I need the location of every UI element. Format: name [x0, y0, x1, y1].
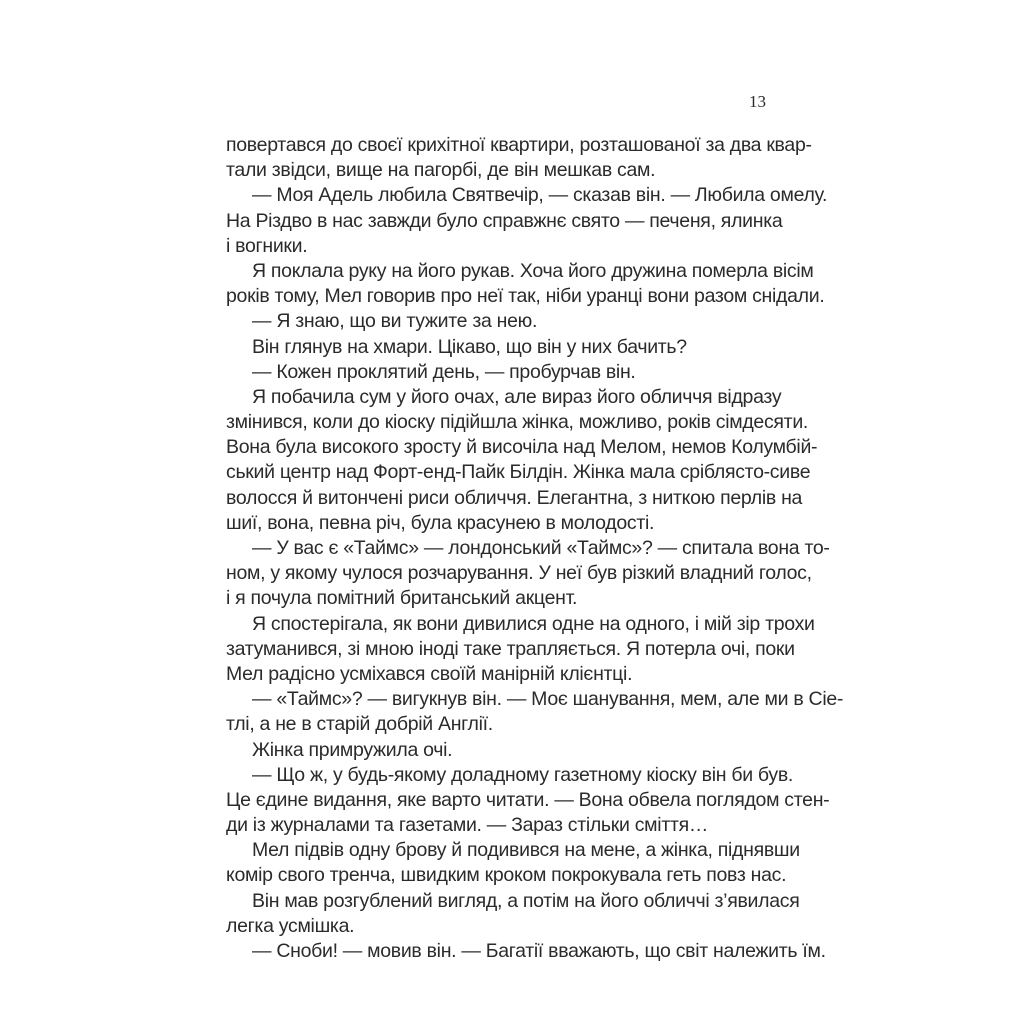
text-line: змінився, коли до кіоску підійшла жінка, можливо, років сімдесяти.: [226, 411, 809, 434]
text-line: — Кожен проклятий день, — пробурчав він.: [252, 360, 636, 383]
text-line: Він мав розгублений вигляд, а потім на його обличчі з’явилася: [252, 889, 800, 912]
text-line: Я побачила сум у його очах, але вираз його обличчя відразу: [252, 385, 782, 408]
text-line: ном, у якому чулося розчарування. У неї був різкий владний голос,: [226, 562, 812, 585]
text-line: легка усмішка.: [226, 914, 355, 937]
text-line: Я спостерігала, як вони дивилися одне на одного, і мій зір трохи: [252, 612, 815, 635]
text-line: затуманився, зі мною іноді таке трапляється. Я потерла очі, поки: [226, 637, 795, 660]
body-text: [226, 133, 844, 964]
text-line: ський центр над Форт-енд-Пайк Білдін. Жінка мала сріблясто-сиве: [226, 461, 811, 484]
text-line: — Я знаю, що ви тужите за нею.: [252, 310, 538, 333]
text-line: — Що ж, у будь-якому доладному газетному кіоску він би був.: [252, 763, 794, 786]
text-line: Вона була високого зросту й височіла над Мелом, немов Колумбій-: [226, 436, 818, 459]
text-line: — «Таймс»? — вигукнув він. — Моє шанування, мем, але ми в Сіе-: [252, 688, 844, 711]
text-line: Він глянув на хмари. Цікаво, що він у них бачить?: [252, 335, 687, 358]
text-line: Я поклала руку на його рукав. Хоча його дружина померла вісім: [252, 259, 814, 282]
text-line: На Різдво в нас завжди було справжнє свято — печеня, ялинка: [226, 209, 783, 232]
text-line: Жінка примружила очі.: [252, 738, 453, 761]
text-line: повертався до своєї крихітної квартири, розташованої за два квар-: [226, 134, 812, 156]
text-line: — У вас є «Таймс» — лондонський «Таймс»? — спитала вона то-: [252, 537, 830, 559]
text-line: Мел підвів одну брову й подивився на мене, а жінка, піднявши: [252, 839, 800, 862]
text-line: і вогники.: [226, 234, 308, 257]
text-line: і я почула помітний британський акцент.: [226, 587, 578, 610]
text-line: років тому, Мел говорив про неї так, ніби уранці вони разом снідали.: [226, 285, 825, 308]
text-line: тали звідси, вище на пагорбі, де він мешкав сам.: [226, 159, 656, 182]
text-line: тлі, а не в старій добрій Англії.: [226, 713, 493, 736]
text-line: волосся й витончені риси обличчя. Елегантна, з ниткою перлів на: [226, 486, 803, 509]
text-line: Мел радісно усміхався своїй манірній клієнтці.: [226, 662, 633, 685]
text-line: — Моя Адель любила Святвечір, — сказав він. — Любила омелу.: [252, 184, 828, 207]
text-line: комір свого тренча, швидким кроком покрокувала геть повз нас.: [226, 864, 787, 887]
text-line: Це єдине видання, яке варто читати. — Вона обвела поглядом стен-: [226, 788, 830, 811]
text-line: ди із журналами та газетами. — Зараз стільки сміття…: [226, 814, 709, 837]
page-number: 13: [749, 92, 766, 111]
text-line: шиї, вона, певна річ, була красунею в молодості.: [226, 511, 655, 534]
text-line: — Сноби! — мовив він. — Багатії вважають, що світ належить їм.: [252, 940, 826, 962]
